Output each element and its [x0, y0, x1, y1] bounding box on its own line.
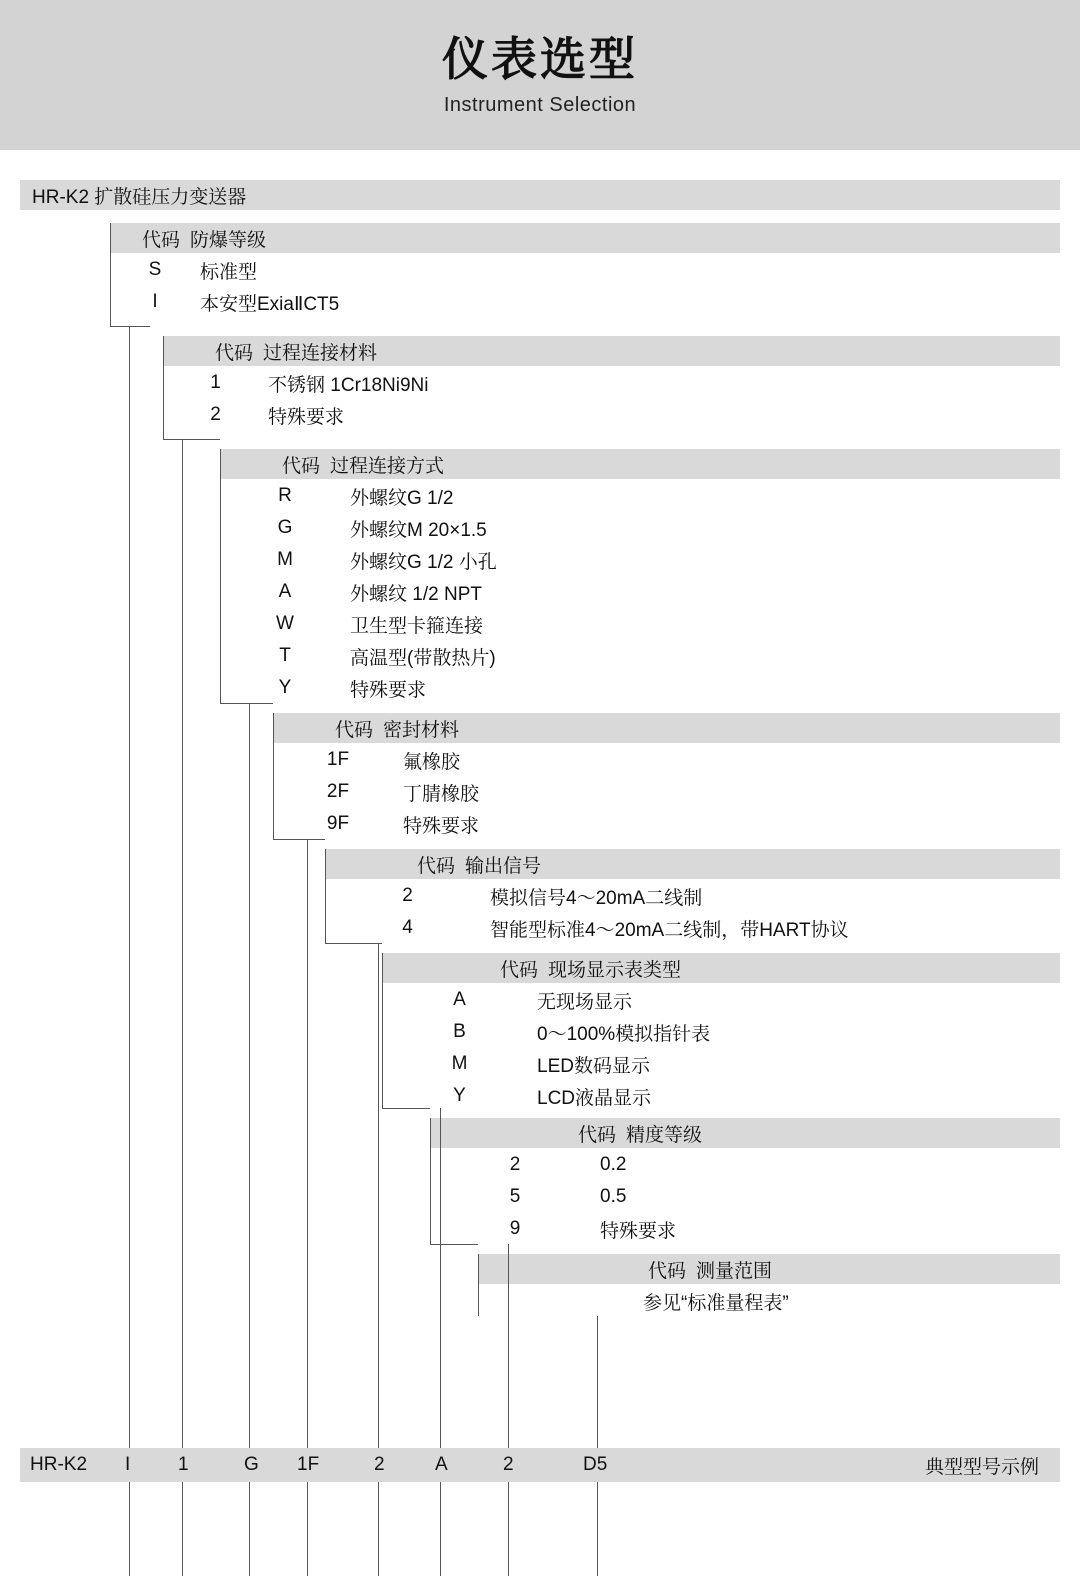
group-4-row-2: [273, 811, 479, 837]
group-7-row-0-code: 2: [509, 1154, 521, 1175]
group-7-row-0-desc: 0.2: [600, 1154, 627, 1175]
group-2-name: 过程连接材料: [263, 342, 378, 364]
example-drop-line-8: [597, 1316, 598, 1576]
connector-line: [382, 1108, 430, 1109]
group-3-row-5-code: T: [279, 645, 291, 666]
group-6-row-1-code: B: [453, 1021, 466, 1042]
group-6-row-1: [382, 1019, 710, 1045]
group-8-row-0: [478, 1288, 789, 1314]
group-3-row-0-desc: 外螺纹G 1/2: [350, 487, 454, 509]
connector-line: [430, 1118, 431, 1244]
example-drop-line-3: [249, 703, 250, 1576]
group-2-row-1: [163, 402, 344, 428]
group-6-row-0-code: A: [453, 989, 466, 1010]
example-cell-1: I: [125, 1454, 131, 1475]
group-3-row-3-code: A: [278, 581, 292, 602]
connector-line: [163, 336, 164, 439]
group-5-row-1-code: 4: [402, 917, 413, 938]
group-3-row-2: [220, 547, 497, 573]
example-label: 典型型号示例: [925, 1456, 1040, 1478]
group-4-row-2-desc: 特殊要求: [403, 815, 480, 837]
group-4-row-2-code: 9F: [326, 813, 350, 834]
group-4-code-label: 代码: [335, 719, 374, 741]
group-2-row-0-desc: 不锈钢 1Cr18Ni9Ni: [268, 374, 429, 396]
connector-line: [220, 703, 273, 704]
group-3-row-6-desc: 特殊要求: [350, 679, 427, 701]
group-3-row-4: [220, 611, 483, 637]
group-7-row-1: [430, 1184, 626, 1210]
group-8-name: 测量范围: [696, 1260, 773, 1282]
group-4-row-1-code: 2F: [326, 781, 350, 802]
group-2-row-0: [163, 370, 428, 396]
group-3-row-0: [220, 483, 453, 509]
group-3-code-label: 代码: [282, 455, 321, 477]
group-1-code-label: 代码: [142, 229, 181, 251]
example-cell-2: 1: [178, 1454, 189, 1475]
connector-line: [163, 439, 220, 440]
example-cell-0: HR-K2: [30, 1454, 88, 1475]
connector-line: [325, 849, 326, 943]
example-cell-4: 1F: [297, 1454, 320, 1475]
example-cell-8: D5: [583, 1454, 608, 1475]
group-3-row-2-code: M: [277, 549, 293, 570]
group-header-3: [220, 449, 1060, 479]
group-1-row-0-desc: 标准型: [200, 261, 258, 283]
group-6-row-3-code: Y: [453, 1085, 466, 1106]
group-3-row-3: [220, 579, 482, 605]
group-header-7: [430, 1118, 1060, 1148]
group-header-2: [163, 336, 1060, 366]
example-cell-6: A: [435, 1454, 448, 1475]
example-drop-line-6: [440, 1108, 441, 1576]
group-3-row-5-desc: 高温型(带散热片): [350, 647, 496, 669]
group-1-row-1-code: I: [152, 291, 158, 312]
group-header-4: [273, 713, 1060, 743]
group-5-row-0: [325, 883, 702, 909]
group-6-row-2-code: M: [451, 1053, 468, 1074]
group-1-name: 防爆等级: [190, 229, 267, 251]
example-cell-7: 2: [503, 1454, 514, 1475]
connector-line: [220, 449, 221, 703]
group-3-row-4-desc: 卫生型卡箍连接: [350, 615, 484, 637]
connector-line: [110, 223, 111, 326]
example-row-band: [20, 1448, 1060, 1482]
group-3-row-6-code: Y: [278, 677, 292, 698]
page-header: [0, 0, 1080, 150]
example-drop-line-2: [182, 439, 183, 1576]
group-3-row-1-desc: 外螺纹M 20×1.5: [350, 519, 487, 541]
group-header-8: [478, 1254, 1060, 1284]
connector-line: [273, 839, 325, 840]
group-7-row-1-code: 5: [509, 1186, 521, 1207]
group-3-row-4-code: W: [276, 613, 294, 634]
example-cell-3: G: [244, 1454, 259, 1475]
group-3-row-3-desc: 外螺纹 1/2 NPT: [350, 583, 482, 605]
group-7-row-2-code: 9: [509, 1218, 521, 1239]
group-6-row-2: [382, 1051, 650, 1077]
group-4-row-1-desc: 丁腈橡胶: [403, 783, 480, 805]
connector-line: [110, 326, 150, 327]
group-3-row-6: [220, 675, 426, 701]
group-6-row-3: [382, 1083, 651, 1109]
group-header-5: [325, 849, 1060, 879]
group-1-row-0-code: S: [148, 259, 162, 280]
group-5-row-0-code: 2: [402, 885, 413, 906]
group-7-name: 精度等级: [626, 1124, 703, 1146]
connector-line: [273, 713, 274, 839]
group-2-row-1-desc: 特殊要求: [268, 406, 345, 428]
page-title: 仪表选型: [442, 33, 638, 86]
group-6-row-3-desc: LCD液晶显示: [537, 1087, 652, 1109]
group-1-row-1-desc: 本安型ExiaⅡCT5: [200, 293, 340, 315]
group-5-row-0-desc: 模拟信号4～20mA二线制: [490, 887, 703, 909]
selection-chart: [0, 150, 1080, 1513]
connector-line: [325, 943, 382, 944]
group-3-row-0-code: R: [278, 485, 292, 506]
connector-line: [382, 953, 383, 1108]
group-8-code-label: 代码: [648, 1260, 687, 1282]
group-3-row-2-desc: 外螺纹G 1/2 小孔: [350, 551, 497, 573]
example-cell-5: 2: [374, 1454, 385, 1475]
connector-line: [430, 1244, 478, 1245]
group-header-1: [110, 223, 1060, 253]
example-drop-line-7: [508, 1244, 509, 1576]
group-4-row-0: [273, 747, 460, 773]
example-drop-line-1: [129, 326, 130, 1576]
group-2-code-label: 代码: [215, 342, 254, 364]
group-5-name: 输出信号: [465, 855, 542, 877]
group-5-row-1-desc: 智能型标准4～20mA二线制，带HART协议: [490, 919, 849, 941]
group-7-row-2: [430, 1216, 676, 1242]
group-header-6: [382, 953, 1060, 983]
group-7-row-1-desc: 0.5: [600, 1186, 627, 1207]
group-1-row-0: [110, 257, 1060, 283]
group-4-name: 密封材料: [383, 719, 460, 741]
group-6-row-1-desc: 0～100%模拟指针表: [537, 1023, 711, 1045]
group-3-row-5: [220, 643, 496, 669]
group-2-row-0-code: 1: [210, 372, 221, 393]
page-subtitle: Instrument Selection: [443, 93, 637, 116]
group-8-row-0-desc: 参见“标准量程表”: [643, 1292, 789, 1314]
group-7-row-2-desc: 特殊要求: [600, 1220, 677, 1242]
connector-line: [478, 1254, 479, 1316]
product-title: HR-K2 扩散硅压力变送器: [32, 186, 247, 208]
group-2-row-1-code: 2: [210, 404, 221, 425]
group-5-row-1: [325, 915, 849, 941]
group-7-row-0: [430, 1152, 626, 1178]
group-5-code-label: 代码: [417, 855, 456, 877]
group-6-row-2-desc: LED数码显示: [537, 1055, 650, 1077]
group-4-row-0-code: 1F: [326, 749, 350, 770]
group-3-row-1-code: G: [277, 517, 293, 538]
group-6-row-0-desc: 无现场显示: [537, 991, 633, 1013]
group-1-row-1: [110, 289, 1060, 315]
product-title-band: [20, 180, 1060, 210]
group-4-row-0-desc: 氟橡胶: [403, 751, 461, 773]
group-6-name: 现场显示表类型: [548, 959, 682, 981]
group-3-row-1: [220, 515, 487, 541]
group-6-code-label: 代码: [500, 959, 539, 981]
group-6-row-0: [382, 987, 632, 1013]
group-3-name: 过程连接方式: [330, 455, 445, 477]
group-4-row-1: [273, 779, 479, 805]
group-7-code-label: 代码: [578, 1124, 617, 1146]
